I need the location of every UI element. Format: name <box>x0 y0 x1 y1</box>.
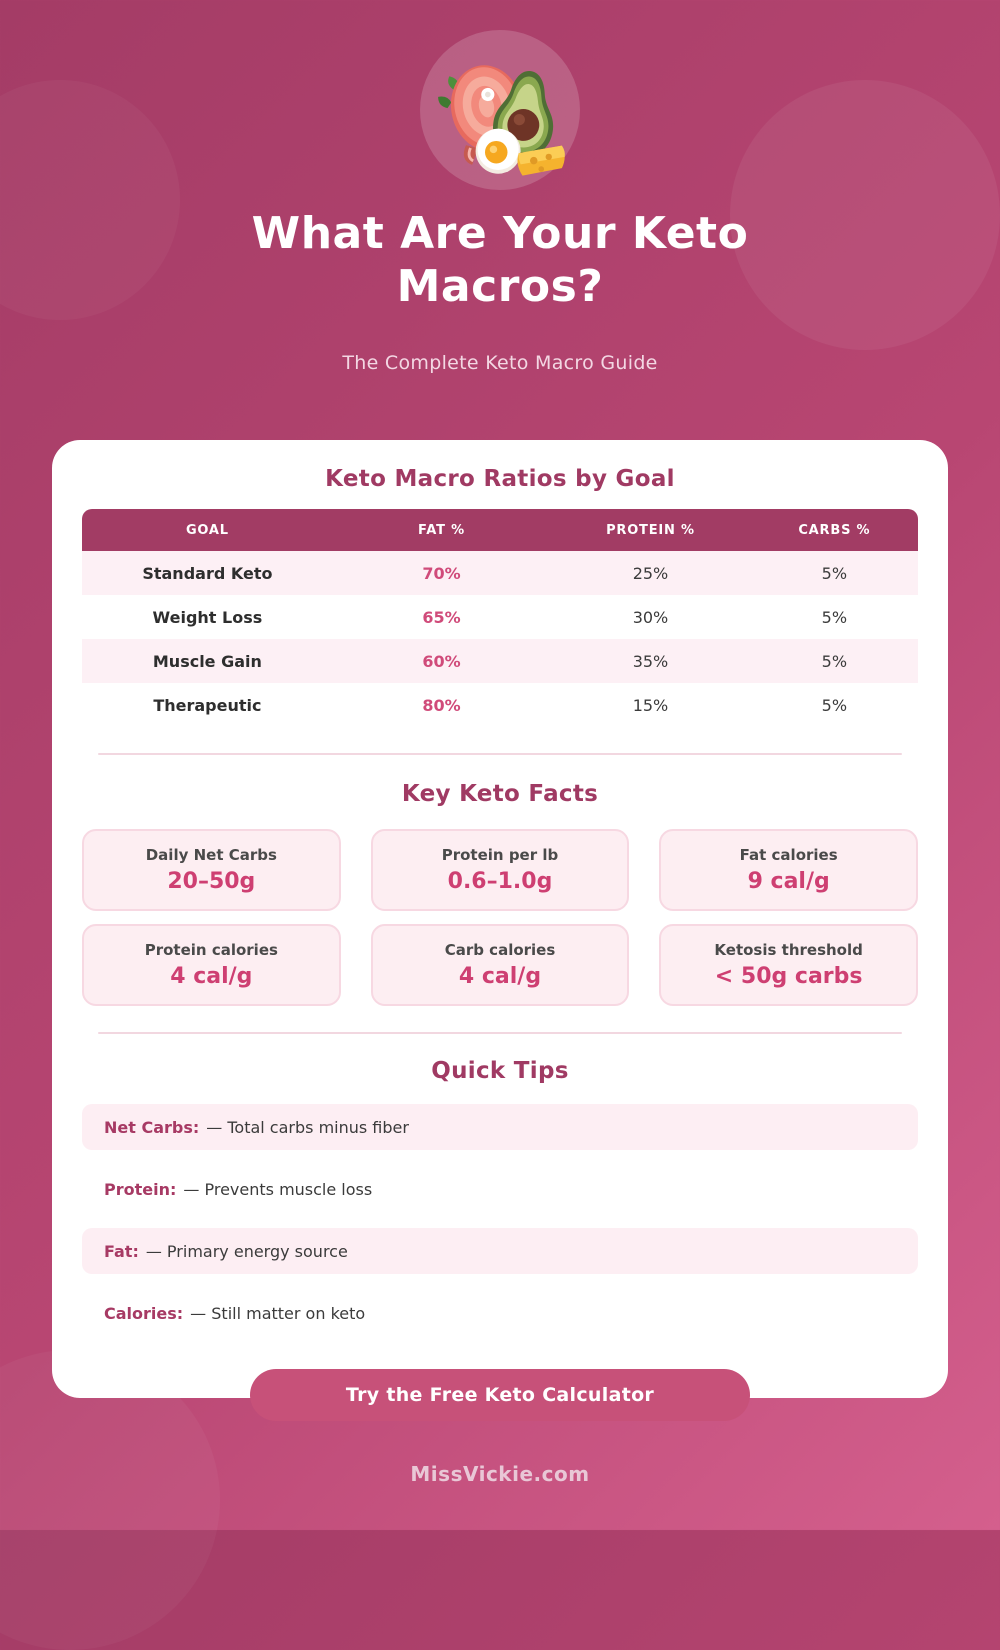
goal-cell: Weight Loss <box>152 607 263 627</box>
protein-cell: 35% <box>632 651 669 671</box>
tip-row <box>82 1104 918 1150</box>
hero-section <box>0 30 1000 374</box>
goal-cell: Standard Keto <box>142 563 273 583</box>
section-divider <box>98 753 902 755</box>
fact-card <box>371 924 630 1006</box>
protein-cell: 15% <box>632 695 669 715</box>
table-header-carbs: CARBS % <box>798 522 871 538</box>
fat-cell: 80% <box>422 695 461 715</box>
fact-card <box>659 924 918 1006</box>
goal-cell: Muscle Gain <box>152 651 262 671</box>
carbs-cell: 5% <box>821 607 848 627</box>
tip-row <box>82 1290 918 1336</box>
tip-row <box>82 1228 918 1274</box>
table-row <box>82 639 918 683</box>
table-row <box>82 595 918 639</box>
fact-label: Protein per lb <box>441 846 559 864</box>
tip-text: — Total carbs minus fiber <box>206 1117 409 1137</box>
tip-label: Protein: <box>104 1179 177 1199</box>
tip-label: Calories: <box>104 1303 184 1323</box>
page-title-line2: Macros? <box>396 260 604 312</box>
fact-label: Protein calories <box>144 941 278 959</box>
fact-card <box>82 829 341 911</box>
table-header-protein: PROTEIN % <box>606 522 695 538</box>
key-facts-grid <box>82 829 918 1006</box>
tip-text: — Primary energy source <box>145 1241 348 1261</box>
macro-ratios-table <box>82 509 918 727</box>
table-header-fat: FAT % <box>418 522 465 538</box>
tip-text: — Still matter on keto <box>190 1303 366 1323</box>
fact-value: 4 cal/g <box>458 964 542 989</box>
page-title <box>0 208 1000 314</box>
protein-cell: 25% <box>632 563 669 583</box>
table-row <box>82 683 918 727</box>
keto-foods-icon <box>425 35 575 185</box>
table-row <box>82 551 918 595</box>
site-footer: MissVickie.com <box>410 1462 590 1486</box>
fat-cell: 70% <box>422 563 461 583</box>
tip-text: — Prevents muscle loss <box>183 1179 373 1199</box>
cta-container <box>82 1369 918 1421</box>
fact-value: 0.6–1.0g <box>447 869 553 894</box>
keto-calculator-button[interactable]: Try the Free Keto Calculator <box>250 1369 750 1421</box>
facts-section-title: Key Keto Facts <box>401 781 599 807</box>
carbs-cell: 5% <box>821 651 848 671</box>
page-title-line1: What Are Your Keto <box>251 208 749 259</box>
carbs-cell: 5% <box>821 563 848 583</box>
tip-label: Net Carbs: <box>104 1117 200 1137</box>
keto-foods-badge <box>420 30 580 190</box>
table-header-row <box>82 509 918 551</box>
fact-label: Ketosis threshold <box>714 941 863 959</box>
fat-cell: 60% <box>422 651 461 671</box>
table-header-goal: GOAL <box>185 522 229 538</box>
fat-cell: 65% <box>422 607 461 627</box>
fact-card <box>659 829 918 911</box>
fact-card <box>371 829 630 911</box>
carbs-cell: 5% <box>821 695 848 715</box>
fact-label: Carb calories <box>444 941 556 959</box>
tips-section-title: Quick Tips <box>431 1058 569 1084</box>
goal-cell: Therapeutic <box>153 695 262 715</box>
fact-label: Fat calories <box>739 846 838 864</box>
fact-value: 4 cal/g <box>170 964 253 989</box>
quick-tips-list <box>82 1104 918 1336</box>
tip-label: Fat: <box>104 1241 139 1261</box>
table-section-title: Keto Macro Ratios by Goal <box>325 466 675 492</box>
content-card <box>52 440 948 1406</box>
tip-row <box>82 1166 918 1212</box>
page-subtitle: The Complete Keto Macro Guide <box>342 351 658 374</box>
fact-value: < 50g carbs <box>714 964 863 989</box>
fact-label: Daily Net Carbs <box>145 846 277 864</box>
protein-cell: 30% <box>632 607 669 627</box>
fact-value: 9 cal/g <box>747 869 830 894</box>
fact-card <box>82 924 341 1006</box>
fact-value: 20–50g <box>167 869 256 894</box>
section-divider <box>98 1032 902 1034</box>
